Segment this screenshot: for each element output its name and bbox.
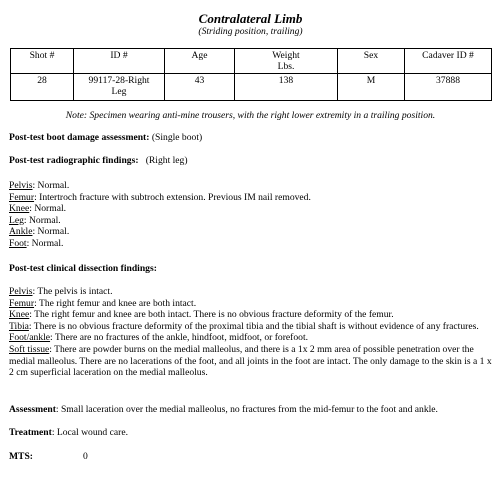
list-item — [9, 309, 493, 321]
list-item — [9, 215, 493, 227]
header-sex: Sex — [338, 49, 405, 74]
treatment-label: Treatment — [9, 427, 52, 438]
cell-sex: M — [338, 74, 405, 101]
part-label: Foot/ankle — [9, 332, 51, 344]
page-title: Contralateral Limb — [198, 11, 303, 26]
treatment — [9, 427, 493, 439]
part-label: Leg — [9, 214, 24, 226]
cell-shot: 28 — [11, 74, 74, 101]
list-item — [9, 344, 493, 379]
cell-cadaver-id: 37888 — [405, 74, 492, 101]
specimen-table — [10, 48, 492, 101]
specimen-note: Note: Specimen wearing anti-mine trousers, with the right lower extremity in a trailing position. — [65, 110, 436, 121]
assessment-label: Assessment — [9, 404, 56, 415]
part-text: : There are no fractures of the ankle, hindfoot, midfoot, or forefoot. — [50, 332, 309, 344]
radiographic-value: (Right leg) — [138, 155, 188, 166]
table-header-row — [11, 49, 492, 74]
boot-assessment-value: (Single boot) — [149, 132, 203, 143]
radiographic-label: Post-test radiographic findings: — [9, 155, 139, 166]
part-text: : There are powder burns on the medial malleolus, and there is a 1x 2 mm area of possible penetration over the medial malleolus. There are no lacerations of the foot, and all joints in the foot are intact. The only damage to the skin is a 1 x 2 cm superficial laceration on the medial malleolus. — [9, 343, 492, 379]
header-weight: Weight Lbs. — [235, 49, 338, 74]
mts-label: MTS: — [9, 451, 33, 462]
part-text: : The right femur and knee are both intact. — [34, 297, 197, 309]
part-label: Knee — [9, 203, 30, 215]
mts — [9, 451, 493, 463]
table-row — [11, 74, 492, 101]
part-text: : There is no obvious fracture deformity of the proximal tibia and the tibial shaft is without evidence of any fractures. — [28, 320, 479, 332]
mts-value: 0 — [83, 451, 88, 462]
header-age: Age — [165, 49, 235, 74]
list-item — [9, 203, 493, 215]
part-text: : The pelvis is intact. — [32, 286, 113, 297]
part-text: : Normal. — [26, 237, 64, 249]
clinical-heading — [9, 263, 493, 275]
assessment-text: : Small laceration over the medial malleolus, no fractures from the mid-femur to the foot and ankle. — [55, 404, 438, 415]
part-text: : The right femur and knee are both intact. There is no obvious fracture deformity of the femur. — [29, 309, 394, 321]
part-label: Tibia — [9, 320, 29, 332]
part-text: : Normal. — [32, 226, 70, 238]
list-item — [9, 192, 493, 204]
list-item — [9, 321, 493, 333]
part-text: : Normal. — [23, 214, 61, 226]
part-text: : Intertroch fracture with subtroch extension. Previous IM nail removed. — [34, 191, 311, 203]
boot-assessment — [9, 132, 493, 144]
list-item — [9, 226, 493, 238]
header-id: ID # — [74, 49, 165, 74]
radiographic-heading — [9, 155, 493, 167]
clinical-label: Post-test clinical dissection findings: — [9, 263, 157, 274]
header-cadaver-id: Cadaver ID # — [405, 49, 492, 74]
cell-age: 43 — [165, 74, 235, 101]
assessment — [9, 404, 493, 416]
part-label: Foot — [9, 237, 27, 249]
treatment-text: : Local wound care. — [51, 427, 128, 438]
list-item — [9, 298, 493, 310]
part-label: Pelvis — [9, 180, 33, 191]
part-label: Femur — [9, 297, 35, 309]
part-label: Knee — [9, 309, 30, 321]
radiographic-findings — [9, 180, 493, 250]
page-subtitle: (Striding position, trailing) — [198, 26, 303, 37]
header-shot: Shot # — [11, 49, 74, 74]
part-label: Pelvis — [9, 286, 33, 297]
list-item — [9, 180, 493, 192]
part-label: Ankle — [9, 226, 33, 238]
boot-assessment-label: Post-test boot damage assessment: — [9, 132, 150, 143]
part-text: : Normal. — [32, 180, 70, 191]
cell-weight: 138 — [235, 74, 338, 101]
list-item — [9, 286, 493, 298]
part-label: Femur — [9, 191, 35, 203]
cell-id: 99117-28-Right Leg — [74, 74, 165, 101]
clinical-findings — [9, 286, 493, 379]
part-text: : Normal. — [29, 203, 67, 215]
list-item — [9, 332, 493, 344]
part-label: Soft tissue — [9, 343, 50, 355]
list-item — [9, 238, 493, 250]
